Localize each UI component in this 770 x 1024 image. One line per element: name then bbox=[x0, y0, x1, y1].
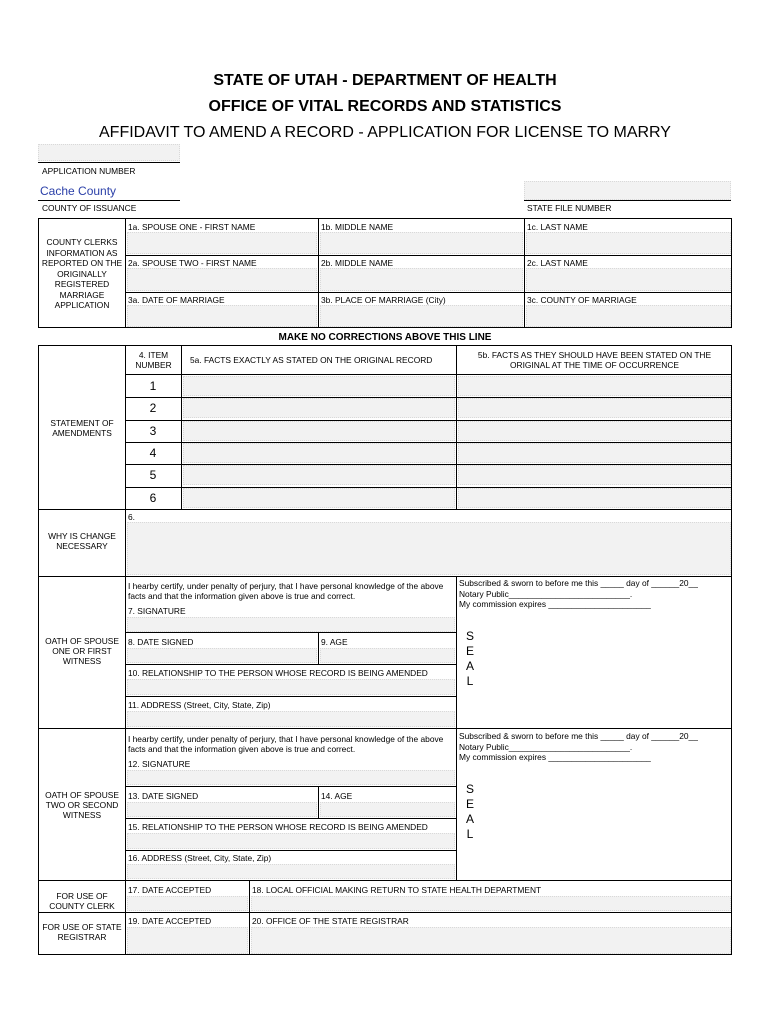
oath2-age-field[interactable] bbox=[320, 802, 455, 817]
state-registrar-office-field[interactable] bbox=[251, 927, 731, 954]
row-divider bbox=[125, 420, 732, 421]
why-change-field[interactable] bbox=[127, 522, 731, 575]
title-line-2: OFFICE OF VITAL RECORDS AND STATISTICS bbox=[208, 98, 562, 115]
amendment-item-number: 6 bbox=[149, 491, 157, 505]
oath2-age-label: 14. AGE bbox=[321, 791, 353, 801]
oath1-signature-field[interactable] bbox=[127, 617, 455, 632]
original-fact-field[interactable] bbox=[183, 421, 455, 441]
oath1-relationship-label: 10. RELATIONSHIP TO THE PERSON WHOSE RECORD IS BEING AMENDED bbox=[128, 668, 428, 678]
spouse-two-last-name-field[interactable] bbox=[526, 268, 731, 291]
seal-letter: S bbox=[465, 629, 474, 643]
spouse-two-middle-name-label: 2b. MIDDLE NAME bbox=[321, 258, 394, 268]
oath1-signature-label: 7. SIGNATURE bbox=[128, 606, 186, 616]
spouse-one-first-name-field[interactable] bbox=[127, 232, 317, 254]
row-divider bbox=[125, 487, 732, 488]
county-of-issuance-value[interactable]: Cache County bbox=[40, 184, 117, 198]
seal-letter: E bbox=[465, 797, 474, 811]
oath2-seal bbox=[463, 782, 477, 842]
oath1-notary-line-1: Subscribed & sworn to before me this _____ day of ______20__ bbox=[459, 578, 698, 588]
date-of-marriage-label: 3a. DATE OF MARRIAGE bbox=[128, 295, 225, 305]
spouse-two-first-name-field[interactable] bbox=[127, 268, 317, 291]
application-number-field[interactable] bbox=[38, 144, 180, 161]
seal-letter: L bbox=[466, 827, 474, 841]
why-change-label: WHY IS CHANGE NECESSARY bbox=[48, 531, 116, 551]
original-fact-field[interactable] bbox=[183, 443, 455, 463]
amendment-item-number: 3 bbox=[149, 424, 157, 438]
original-fact-field[interactable] bbox=[183, 376, 455, 396]
amendment-item-number: 1 bbox=[149, 379, 157, 393]
local-official-label: 18. LOCAL OFFICIAL MAKING RETURN TO STATE HEALTH DEPARTMENT bbox=[252, 885, 542, 895]
application-number-label: APPLICATION NUMBER bbox=[42, 166, 136, 176]
oath2-address-field[interactable] bbox=[127, 864, 455, 879]
oath1-seal bbox=[463, 629, 477, 689]
amendment-item-number: 4 bbox=[149, 446, 157, 460]
no-corrections-notice: MAKE NO CORRECTIONS ABOVE THIS LINE bbox=[278, 332, 492, 343]
original-facts-header: 5a. FACTS EXACTLY AS STATED ON THE ORIGINAL RECORD bbox=[190, 355, 433, 365]
state-registrar-use-label: FOR USE OF STATE REGISTRAR bbox=[42, 922, 122, 942]
oath1-date-signed-label: 8. DATE SIGNED bbox=[128, 637, 194, 647]
row-divider bbox=[125, 397, 732, 398]
seal-letter: S bbox=[465, 782, 474, 796]
county-clerk-use-label: FOR USE OF COUNTY CLERK bbox=[49, 891, 115, 911]
date-accepted-clerk-field[interactable] bbox=[127, 896, 248, 911]
spouse-one-first-name-label: 1a. SPOUSE ONE - FIRST NAME bbox=[128, 222, 256, 232]
corrected-fact-field[interactable] bbox=[458, 488, 731, 508]
oath1-notary-line-3: My commission expires ______________________ bbox=[459, 599, 651, 609]
seal-letter: A bbox=[465, 659, 474, 673]
oath2-notary-line-1: Subscribed & sworn to before me this _____ day of ______20__ bbox=[459, 731, 698, 741]
seal-letter: A bbox=[465, 812, 474, 826]
seal-letter: E bbox=[465, 644, 474, 658]
corrected-fact-field[interactable] bbox=[458, 465, 731, 485]
oath2-side-label: OATH OF SPOUSE TWO OR SECOND WITNESS bbox=[45, 790, 119, 820]
why-item-number: 6. bbox=[128, 512, 135, 522]
corrected-facts-header: 5b. FACTS AS THEY SHOULD HAVE BEEN STATED ON THE ORIGINAL AT THE TIME OF OCCURRENCE bbox=[477, 350, 712, 370]
date-of-marriage-field[interactable] bbox=[127, 305, 317, 327]
county-of-marriage-field[interactable] bbox=[526, 305, 731, 327]
oath2-address-label: 16. ADDRESS (Street, City, State, Zip) bbox=[128, 853, 272, 863]
spouse-one-last-name-label: 1c. LAST NAME bbox=[527, 222, 588, 232]
oath2-relationship-label: 15. RELATIONSHIP TO THE PERSON WHOSE RECORD IS BEING AMENDED bbox=[128, 822, 428, 832]
corrected-fact-field[interactable] bbox=[458, 421, 731, 441]
date-accepted-registrar-field[interactable] bbox=[127, 927, 248, 954]
oath2-signature-label: 12. SIGNATURE bbox=[128, 759, 191, 769]
corrected-fact-field[interactable] bbox=[458, 376, 731, 396]
amendment-item-number: 2 bbox=[149, 401, 157, 415]
oath1-notary-line-2: Notary Public__________________________. bbox=[459, 589, 633, 599]
oath1-relationship-field[interactable] bbox=[127, 679, 455, 695]
place-of-marriage-field[interactable] bbox=[320, 305, 523, 327]
oath2-notary-line-3: My commission expires ______________________ bbox=[459, 752, 651, 762]
statement-of-amendments-label: STATEMENT OF AMENDMENTS bbox=[50, 418, 114, 438]
clerk-info-side-label: COUNTY CLERKS INFORMATION AS REPORTED ON THE ORIGINALLY REGISTERED MARRIAGE APPLICATION bbox=[41, 237, 123, 310]
oath1-certify-text: I hearby certify, under penalty of perjury, that I have personal knowledge of the above facts and that the information given above is true and correct. bbox=[128, 581, 444, 601]
place-of-marriage-label: 3b. PLACE OF MARRIAGE (City) bbox=[321, 295, 446, 305]
title-line-3: AFFIDAVIT TO AMEND A RECORD - APPLICATION FOR LICENSE TO MARRY bbox=[99, 124, 671, 141]
oath1-date-signed-field[interactable] bbox=[127, 648, 317, 663]
amendment-item-number: 5 bbox=[149, 468, 157, 482]
row-divider bbox=[125, 442, 732, 443]
oath2-relationship-field[interactable] bbox=[127, 833, 455, 849]
spouse-one-last-name-field[interactable] bbox=[526, 232, 731, 254]
date-accepted-registrar-label: 19. DATE ACCEPTED bbox=[128, 916, 212, 926]
original-fact-field[interactable] bbox=[183, 488, 455, 508]
oath2-notary-line-2: Notary Public__________________________. bbox=[459, 742, 633, 752]
spouse-one-middle-name-field[interactable] bbox=[320, 232, 523, 254]
local-official-field[interactable] bbox=[251, 896, 731, 911]
spouse-two-first-name-label: 2a. SPOUSE TWO - FIRST NAME bbox=[128, 258, 257, 268]
oath2-signature-field[interactable] bbox=[127, 770, 455, 785]
spouse-two-middle-name-field[interactable] bbox=[320, 268, 523, 291]
row-divider bbox=[125, 464, 732, 465]
original-fact-field[interactable] bbox=[183, 465, 455, 485]
oath1-side-label: OATH OF SPOUSE ONE OR FIRST WITNESS bbox=[45, 636, 119, 666]
seal-letter: L bbox=[466, 674, 474, 688]
title-line-1: STATE OF UTAH - DEPARTMENT OF HEALTH bbox=[213, 72, 557, 89]
corrected-fact-field[interactable] bbox=[458, 398, 731, 418]
oath2-date-signed-label: 13. DATE SIGNED bbox=[128, 791, 199, 801]
oath2-certify-text: I hearby certify, under penalty of perjury, that I have personal knowledge of the above facts and that the information given above is true and correct. bbox=[128, 734, 444, 754]
date-accepted-clerk-label: 17. DATE ACCEPTED bbox=[128, 885, 212, 895]
state-registrar-office-label: 20. OFFICE OF THE STATE REGISTRAR bbox=[252, 916, 409, 926]
corrected-fact-field[interactable] bbox=[458, 443, 731, 463]
state-file-number-field[interactable] bbox=[524, 181, 731, 200]
county-of-issuance-label: COUNTY OF ISSUANCE bbox=[42, 203, 137, 213]
oath1-age-field[interactable] bbox=[320, 648, 455, 663]
oath2-date-signed-field[interactable] bbox=[127, 802, 317, 817]
oath1-address-field[interactable] bbox=[127, 711, 455, 727]
spouse-one-middle-name-label: 1b. MIDDLE NAME bbox=[321, 222, 394, 232]
item-number-header: 4. ITEM NUMBER bbox=[135, 350, 172, 370]
state-file-number-label: STATE FILE NUMBER bbox=[527, 203, 612, 213]
spouse-two-last-name-label: 2c. LAST NAME bbox=[527, 258, 588, 268]
oath1-address-label: 11. ADDRESS (Street, City, State, Zip) bbox=[128, 700, 271, 710]
original-fact-field[interactable] bbox=[183, 398, 455, 418]
oath1-age-label: 9. AGE bbox=[321, 637, 348, 647]
county-of-marriage-label: 3c. COUNTY OF MARRIAGE bbox=[527, 295, 637, 305]
